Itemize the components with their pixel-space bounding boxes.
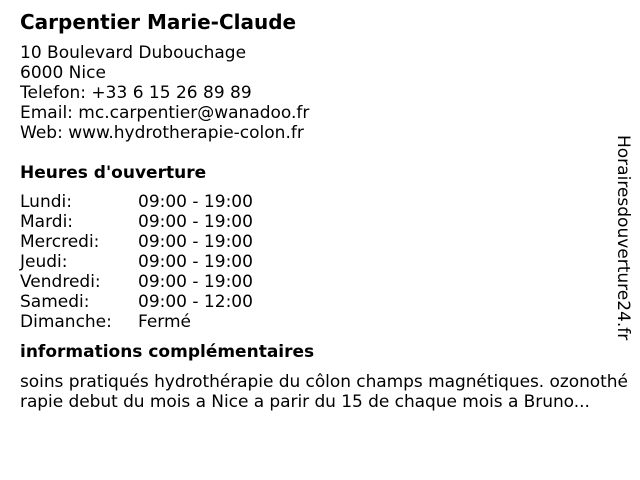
website: Web: www.hydrotherapie-colon.fr	[20, 123, 304, 143]
day-hours: 09:00 - 19:00	[138, 272, 253, 292]
additional-info-text: soins pratiqués hydrothérapie du côlon champs magnétiques. ozonothérapie debut du mois a Nice a parir du 15 de chaque mois a Bruno...	[20, 372, 628, 412]
day-label: Lundi:	[20, 192, 72, 212]
hours-row	[20, 292, 253, 312]
day-hours: 09:00 - 19:00	[138, 192, 253, 212]
day-label: Dimanche:	[20, 312, 112, 332]
day-hours: 09:00 - 19:00	[138, 232, 253, 252]
business-name: Carpentier Marie-Claude	[20, 10, 297, 34]
email: Email: mc.carpentier@wanadoo.fr	[20, 103, 310, 123]
hours-row	[20, 272, 253, 292]
additional-info-heading: informations complémentaires	[20, 342, 315, 362]
hours-row	[20, 212, 253, 232]
phone: Telefon: +33 6 15 26 89 89	[20, 83, 252, 103]
hours-row	[20, 192, 253, 212]
day-label: Jeudi:	[20, 252, 68, 272]
hours-row	[20, 312, 253, 332]
street-address: 10 Boulevard Dubouchage	[20, 43, 247, 63]
day-hours: 09:00 - 19:00	[138, 252, 253, 272]
site-watermark: Horairesdouverture24.fr	[613, 135, 633, 341]
day-hours: 09:00 - 12:00	[138, 292, 253, 312]
day-label: Samedi:	[20, 292, 90, 312]
contact-block	[20, 43, 610, 143]
city: 6000 Nice	[20, 63, 106, 83]
day-label: Vendredi:	[20, 272, 101, 292]
day-hours: 09:00 - 19:00	[138, 212, 253, 232]
day-hours: Fermé	[138, 312, 192, 332]
hours-row	[20, 252, 253, 272]
opening-hours-table	[20, 192, 253, 332]
hours-row	[20, 232, 253, 252]
opening-hours-heading: Heures d'ouverture	[20, 163, 207, 183]
day-label: Mardi:	[20, 212, 74, 232]
day-label: Mercredi:	[20, 232, 100, 252]
